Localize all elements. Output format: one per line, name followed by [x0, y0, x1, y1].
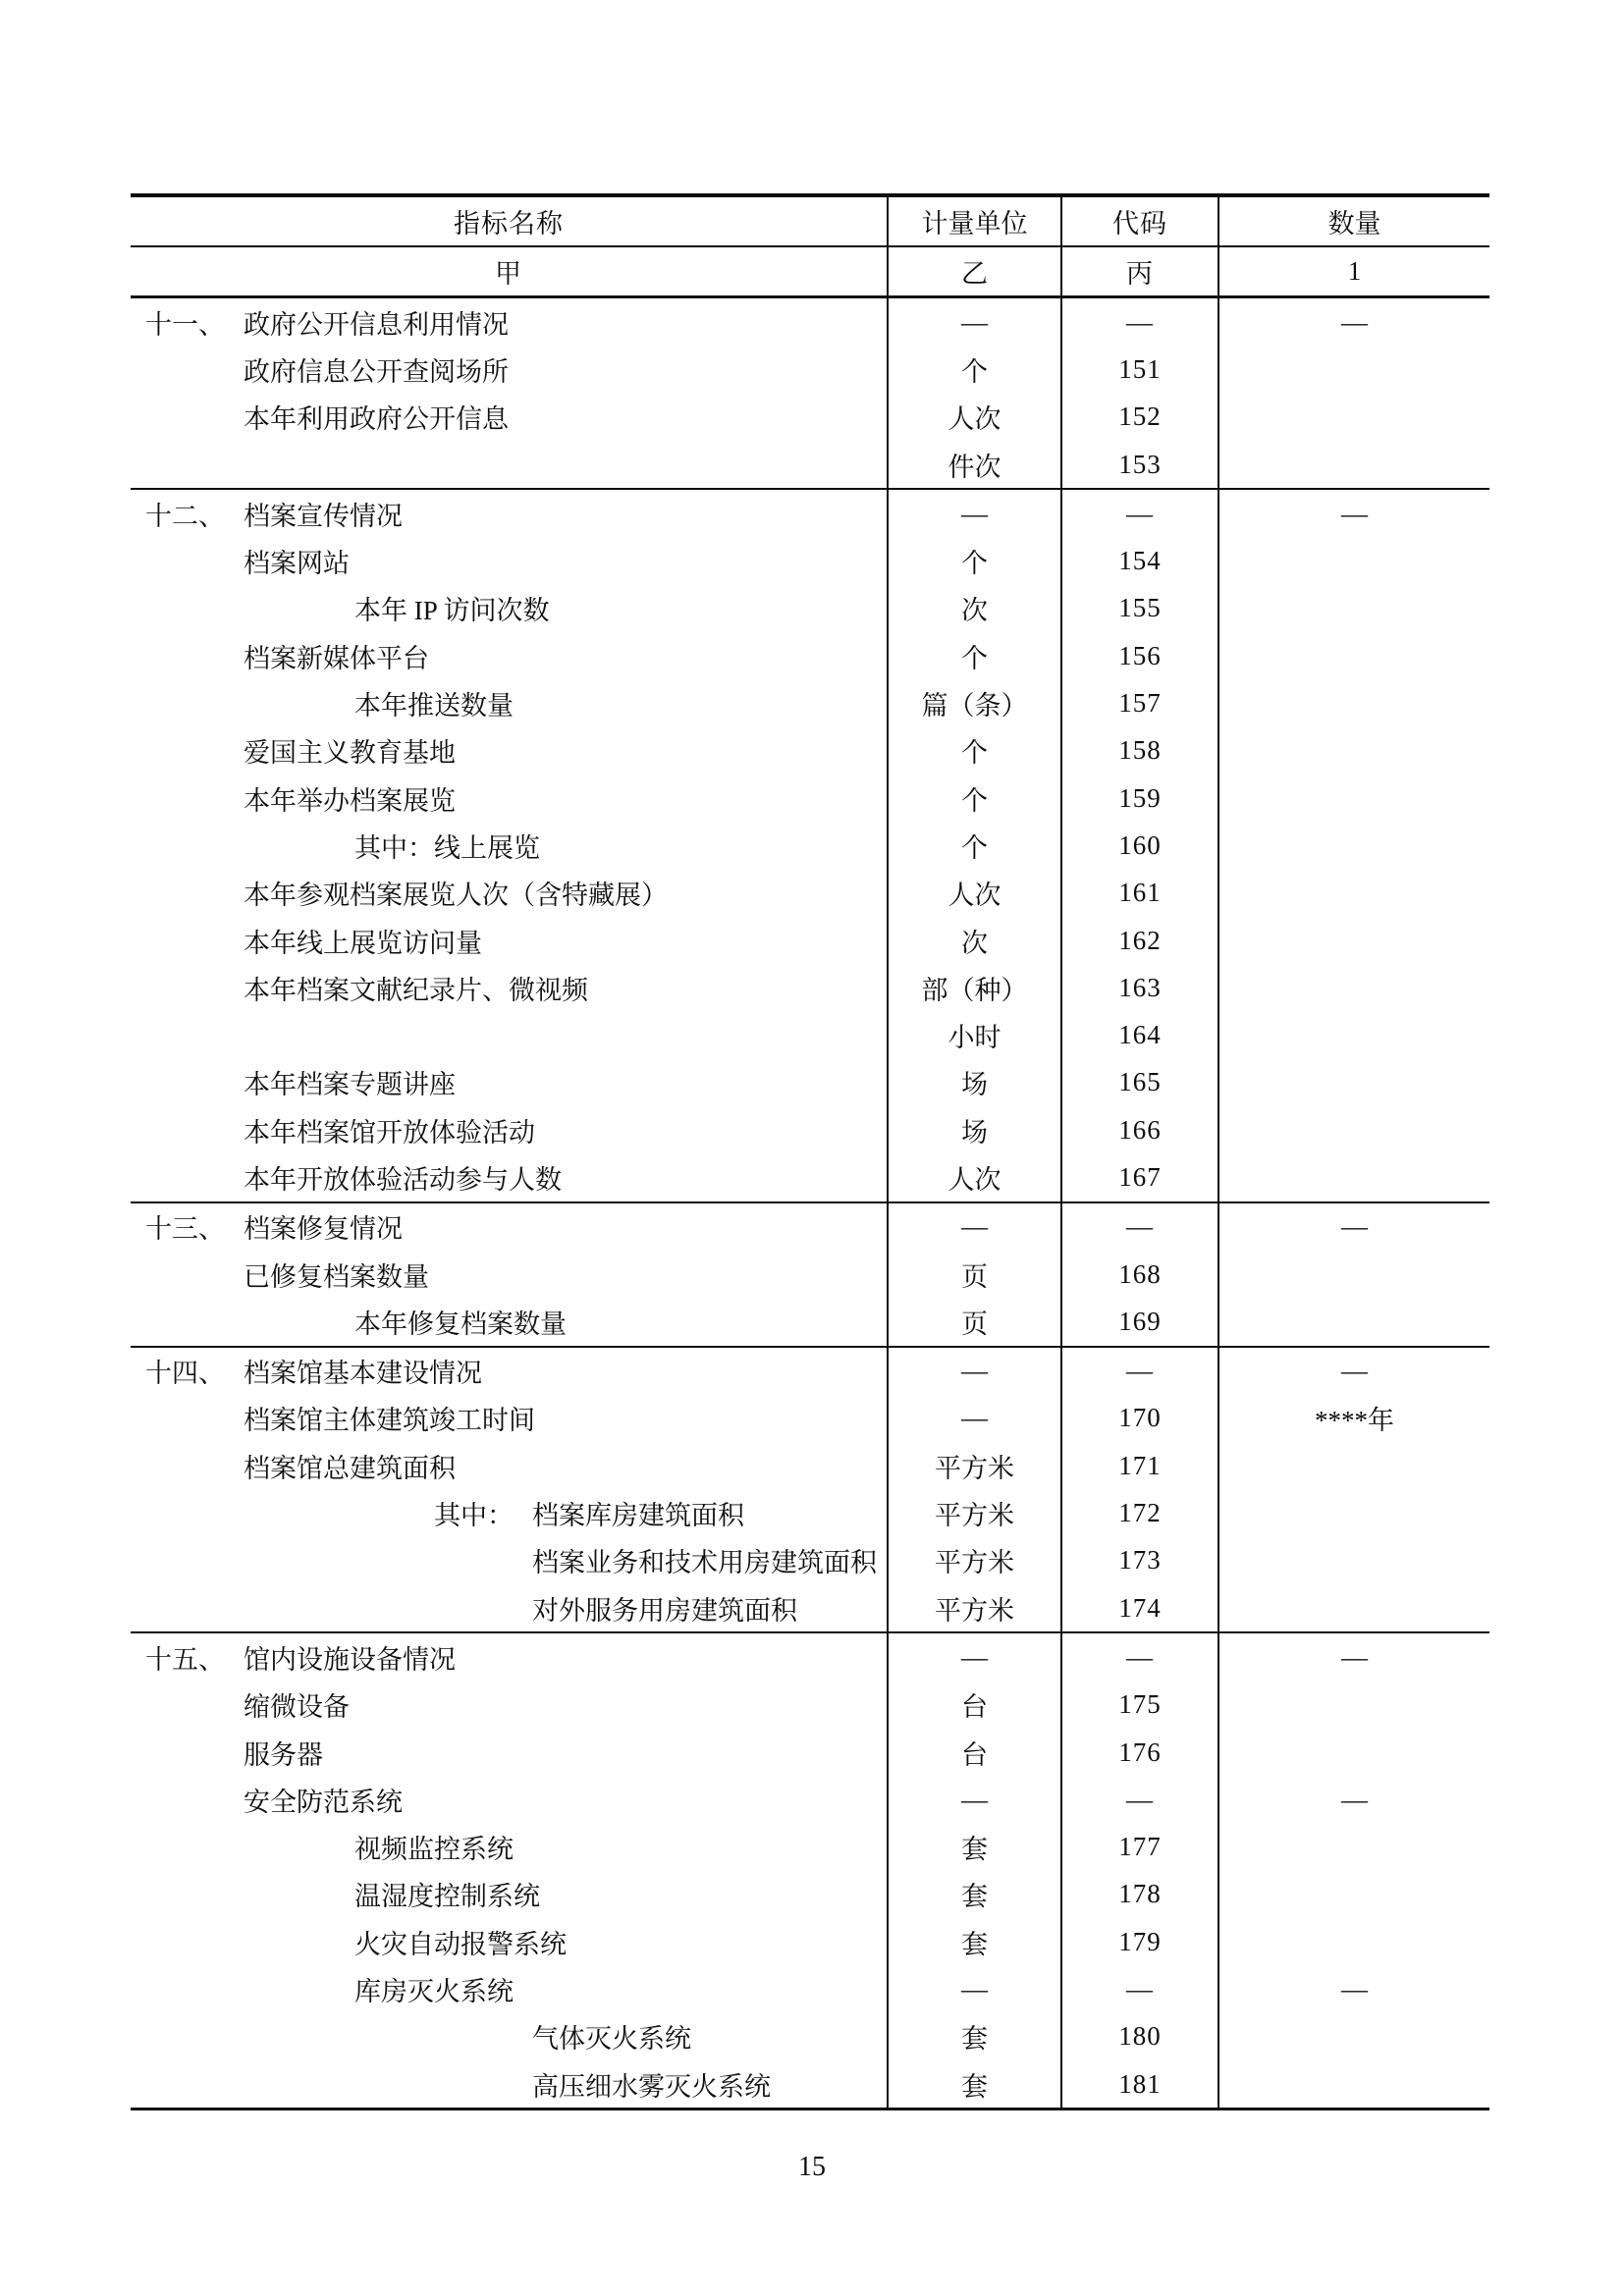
indicator-label: 政府公开信息利用情况 [244, 309, 509, 340]
indicator-cell [131, 298, 887, 346]
quantity-cell [1218, 822, 1489, 869]
table-row [131, 1537, 1489, 1584]
indicator-cell [131, 1824, 887, 1871]
indicator-label: 温湿度控制系统 [354, 1882, 540, 1912]
code-cell: — [1060, 490, 1218, 537]
table-row [131, 2060, 1489, 2108]
code-cell: 157 [1060, 679, 1218, 726]
code-cell: 173 [1060, 1537, 1218, 1584]
unit-cell: 台 [887, 1682, 1060, 1729]
indicator-cell [131, 1776, 887, 1823]
page-number: 15 [798, 2152, 826, 2182]
indicator-cell [131, 1011, 887, 1058]
indicator-cell [131, 632, 887, 679]
table-row [131, 632, 1489, 679]
header-indicator-name: 指标名称 [454, 209, 564, 239]
table-row [131, 441, 1489, 488]
indicator-cell [131, 490, 887, 537]
unit-cell: 套 [887, 1871, 1060, 1918]
quantity-cell [1218, 1489, 1489, 1536]
quantity-cell [1218, 1059, 1489, 1106]
quantity-cell [1218, 727, 1489, 774]
indicator-cell [131, 537, 887, 584]
indicator-cell [131, 2060, 887, 2108]
quantity-cell [1218, 346, 1489, 393]
indicator-cell [131, 1633, 887, 1681]
indicator-label: 档案馆基本建设情况 [244, 1359, 482, 1389]
quantity-cell [1218, 1442, 1489, 1489]
qizhong-label: 其中： [434, 1501, 514, 1531]
table-row [131, 537, 1489, 584]
quantity-cell [1218, 1871, 1489, 1918]
subheader-unit: 乙 [887, 247, 1060, 295]
code-cell: 158 [1060, 727, 1218, 774]
indicator-cell [131, 585, 887, 632]
indicator-label: 服务器 [244, 1739, 323, 1770]
table-row [131, 1871, 1489, 1918]
code-cell: 176 [1060, 1729, 1218, 1776]
indicator-cell [131, 917, 887, 964]
code-cell: — [1060, 1348, 1218, 1395]
indicator-cell [131, 1729, 887, 1776]
indicator-label: 本年线上展览访问量 [244, 928, 482, 958]
table-row [131, 1489, 1489, 1536]
table-section-2 [131, 490, 1489, 1202]
table-row [131, 1298, 1489, 1345]
quantity-cell [1218, 774, 1489, 822]
indicator-cell [131, 679, 887, 726]
unit-cell: 人次 [887, 870, 1060, 917]
code-cell: 163 [1060, 964, 1218, 1011]
code-cell: 165 [1060, 1059, 1218, 1106]
unit-cell: 套 [887, 2013, 1060, 2060]
indicator-label: 档案网站 [244, 549, 350, 579]
subheader-indicator: 甲 [495, 259, 522, 289]
quantity-cell [1218, 1537, 1489, 1584]
code-cell: — [1060, 1776, 1218, 1823]
quantity-cell [1218, 2060, 1489, 2108]
table-header-row [131, 197, 1489, 247]
indicator-label: 本年参观档案展览人次（含特藏展） [244, 881, 668, 911]
unit-cell: 次 [887, 917, 1060, 964]
indicator-label: 档案库房建筑面积 [532, 1501, 744, 1531]
indicator-cell [131, 1298, 887, 1345]
indicator-cell [131, 1251, 887, 1298]
indicator-cell [131, 1682, 887, 1729]
code-cell: 178 [1060, 1871, 1218, 1918]
quantity-cell [1218, 632, 1489, 679]
table-row [131, 1682, 1489, 1729]
table-row [131, 774, 1489, 822]
table-row [131, 1584, 1489, 1631]
table-row [131, 1776, 1489, 1823]
unit-cell: 平方米 [887, 1537, 1060, 1584]
code-cell: — [1060, 298, 1218, 346]
code-cell: — [1060, 1203, 1218, 1251]
indicator-label: 火灾自动报警系统 [354, 1929, 567, 1959]
table-row [131, 394, 1489, 441]
indicator-cell [131, 1584, 887, 1631]
subheader-quantity: 1 [1218, 247, 1489, 295]
table-row [131, 1106, 1489, 1153]
code-cell: 170 [1060, 1395, 1218, 1442]
header-quantity: 数量 [1218, 197, 1489, 245]
table-row [131, 490, 1489, 537]
table-row [131, 1251, 1489, 1298]
indicator-label: 对外服务用房建筑面积 [532, 1595, 797, 1626]
table-row [131, 1824, 1489, 1871]
table-row [131, 917, 1489, 964]
code-cell: 152 [1060, 394, 1218, 441]
quantity-cell [1218, 964, 1489, 1011]
quantity-cell [1218, 1918, 1489, 1965]
quantity-cell [1218, 394, 1489, 441]
indicator-cell [131, 2013, 887, 2060]
unit-cell: 平方米 [887, 1584, 1060, 1631]
quantity-cell: — [1218, 298, 1489, 346]
unit-cell: 篇（条） [887, 679, 1060, 726]
code-cell: 159 [1060, 774, 1218, 822]
code-cell: — [1060, 1633, 1218, 1681]
unit-cell: 页 [887, 1298, 1060, 1345]
quantity-cell: — [1218, 1203, 1489, 1251]
indicator-cell [131, 394, 887, 441]
unit-cell: 件次 [887, 441, 1060, 488]
table-section-5 [131, 1633, 1489, 2108]
unit-cell: 台 [887, 1729, 1060, 1776]
code-cell: 160 [1060, 822, 1218, 869]
code-cell: 156 [1060, 632, 1218, 679]
unit-cell: 个 [887, 774, 1060, 822]
code-cell: 175 [1060, 1682, 1218, 1729]
quantity-cell: — [1218, 1965, 1489, 2012]
indicator-label: 缩微设备 [244, 1692, 350, 1723]
table-row [131, 1348, 1489, 1395]
code-cell: 172 [1060, 1489, 1218, 1536]
code-cell: 162 [1060, 917, 1218, 964]
indicator-label: 本年利用政府公开信息 [244, 404, 509, 435]
indicator-cell [131, 727, 887, 774]
quantity-cell [1218, 1011, 1489, 1058]
table-row [131, 1153, 1489, 1201]
indicator-label: 档案馆主体建筑竣工时间 [244, 1406, 535, 1436]
indicator-cell [131, 441, 887, 488]
table-row [131, 1442, 1489, 1489]
code-cell: 169 [1060, 1298, 1218, 1345]
table-row [131, 1965, 1489, 2012]
code-cell: 154 [1060, 537, 1218, 584]
table-row [131, 727, 1489, 774]
unit-cell: 个 [887, 727, 1060, 774]
indicator-label: 本年修复档案数量 [354, 1308, 567, 1339]
indicator-label: 馆内设施设备情况 [244, 1644, 456, 1675]
code-cell: 171 [1060, 1442, 1218, 1489]
indicator-cell [131, 1537, 887, 1584]
table-section-4 [131, 1348, 1489, 1634]
indicator-cell [131, 774, 887, 822]
table-row [131, 1203, 1489, 1251]
table-row [131, 298, 1489, 346]
indicator-label: 档案馆总建筑面积 [244, 1453, 456, 1483]
indicator-cell [131, 870, 887, 917]
indicator-label: 库房灭火系统 [354, 1977, 514, 2007]
quantity-cell [1218, 1682, 1489, 1729]
unit-cell: 个 [887, 822, 1060, 869]
code-cell: 161 [1060, 870, 1218, 917]
table-row [131, 1633, 1489, 1681]
indicator-label: 高压细水雾灭火系统 [532, 2071, 771, 2102]
table-row [131, 1059, 1489, 1106]
indicator-label: 本年开放体验活动参与人数 [244, 1164, 562, 1195]
unit-cell: 人次 [887, 1153, 1060, 1201]
quantity-cell [1218, 537, 1489, 584]
quantity-cell [1218, 1251, 1489, 1298]
unit-cell: — [887, 1348, 1060, 1395]
indicator-label: 本年档案专题讲座 [244, 1070, 456, 1100]
statistics-table [131, 193, 1489, 2110]
quantity-cell [1218, 441, 1489, 488]
section-number: 十四、 [145, 1359, 225, 1389]
unit-cell: 平方米 [887, 1442, 1060, 1489]
indicator-label: 视频监控系统 [354, 1835, 514, 1865]
quantity-cell: ****年 [1218, 1395, 1489, 1442]
indicator-label: 档案修复情况 [244, 1214, 403, 1245]
table-body [131, 298, 1489, 2108]
indicator-label: 本年档案馆开放体验活动 [244, 1117, 535, 1148]
indicator-label: 气体灭火系统 [532, 2024, 691, 2055]
section-number: 十二、 [145, 501, 225, 531]
quantity-cell [1218, 1153, 1489, 1201]
code-cell: 155 [1060, 585, 1218, 632]
table-row [131, 1729, 1489, 1776]
unit-cell: 部（种） [887, 964, 1060, 1011]
unit-cell: — [887, 1776, 1060, 1823]
unit-cell: 小时 [887, 1011, 1060, 1058]
unit-cell: 个 [887, 346, 1060, 393]
quantity-cell: — [1218, 1348, 1489, 1395]
code-cell: 180 [1060, 2013, 1218, 2060]
code-cell: 153 [1060, 441, 1218, 488]
indicator-label: 其中：线上展览 [354, 832, 540, 863]
quantity-cell: — [1218, 1776, 1489, 1823]
unit-cell: — [887, 1965, 1060, 2012]
unit-cell: 平方米 [887, 1489, 1060, 1536]
quantity-cell [1218, 585, 1489, 632]
indicator-cell [131, 822, 887, 869]
indicator-label: 本年档案文献纪录片、微视频 [244, 975, 588, 1005]
indicator-label: 安全防范系统 [244, 1787, 403, 1817]
quantity-cell [1218, 679, 1489, 726]
indicator-cell [131, 1348, 887, 1395]
quantity-cell: — [1218, 1633, 1489, 1681]
table-section-1 [131, 298, 1489, 490]
indicator-label: 政府信息公开查阅场所 [244, 356, 509, 387]
indicator-cell [131, 1442, 887, 1489]
indicator-label: 已修复档案数量 [244, 1261, 429, 1292]
code-cell: 177 [1060, 1824, 1218, 1871]
table-row [131, 964, 1489, 1011]
code-cell: 181 [1060, 2060, 1218, 2108]
indicator-label: 档案宣传情况 [244, 501, 403, 531]
indicator-label: 本年举办档案展览 [244, 785, 456, 816]
table-row [131, 822, 1489, 869]
table-row [131, 346, 1489, 393]
unit-cell: 个 [887, 537, 1060, 584]
indicator-label: 本年 IP 访问次数 [354, 596, 550, 626]
table-row [131, 679, 1489, 726]
code-cell: 164 [1060, 1011, 1218, 1058]
code-cell: 151 [1060, 346, 1218, 393]
table-subheader-row [131, 247, 1489, 298]
quantity-cell: — [1218, 490, 1489, 537]
table-section-3 [131, 1203, 1489, 1348]
quantity-cell [1218, 1106, 1489, 1153]
indicator-cell [131, 1871, 887, 1918]
unit-cell: 页 [887, 1251, 1060, 1298]
unit-cell: — [887, 1633, 1060, 1681]
unit-cell: 场 [887, 1059, 1060, 1106]
code-cell: 168 [1060, 1251, 1218, 1298]
indicator-cell [131, 1203, 887, 1251]
table-row [131, 1395, 1489, 1442]
indicator-label: 档案业务和技术用房建筑面积 [532, 1548, 877, 1578]
unit-cell: — [887, 298, 1060, 346]
table-row [131, 1011, 1489, 1058]
quantity-cell [1218, 1824, 1489, 1871]
section-number: 十一、 [145, 309, 225, 340]
quantity-cell [1218, 870, 1489, 917]
code-cell: 167 [1060, 1153, 1218, 1201]
code-cell: 174 [1060, 1584, 1218, 1631]
section-number: 十三、 [145, 1214, 225, 1245]
unit-cell: 套 [887, 1824, 1060, 1871]
table-row [131, 1918, 1489, 1965]
unit-cell: 套 [887, 2060, 1060, 2108]
quantity-cell [1218, 2013, 1489, 2060]
table-row [131, 585, 1489, 632]
unit-cell: 套 [887, 1918, 1060, 1965]
unit-cell: — [887, 490, 1060, 537]
indicator-label: 本年推送数量 [354, 691, 514, 721]
indicator-cell [131, 1153, 887, 1201]
table-row [131, 870, 1489, 917]
indicator-label: 档案新媒体平台 [244, 643, 429, 673]
indicator-cell [131, 346, 887, 393]
indicator-label: 爱国主义教育基地 [244, 738, 456, 769]
unit-cell: — [887, 1395, 1060, 1442]
quantity-cell [1218, 1729, 1489, 1776]
unit-cell: — [887, 1203, 1060, 1251]
subheader-code: 丙 [1060, 247, 1218, 295]
quantity-cell [1218, 1584, 1489, 1631]
quantity-cell [1218, 917, 1489, 964]
section-number: 十五、 [145, 1644, 225, 1675]
table-row [131, 2013, 1489, 2060]
indicator-cell [131, 964, 887, 1011]
indicator-cell [131, 1918, 887, 1965]
unit-cell: 场 [887, 1106, 1060, 1153]
indicator-cell [131, 1965, 887, 2012]
code-cell: 166 [1060, 1106, 1218, 1153]
code-cell: 179 [1060, 1918, 1218, 1965]
unit-cell: 个 [887, 632, 1060, 679]
indicator-cell [131, 1489, 887, 1536]
code-cell: — [1060, 1965, 1218, 2012]
header-code: 代码 [1060, 197, 1218, 245]
quantity-cell [1218, 1298, 1489, 1345]
unit-cell: 次 [887, 585, 1060, 632]
indicator-cell [131, 1106, 887, 1153]
unit-cell: 人次 [887, 394, 1060, 441]
indicator-cell [131, 1395, 887, 1442]
header-unit: 计量单位 [887, 197, 1060, 245]
indicator-cell [131, 1059, 887, 1106]
